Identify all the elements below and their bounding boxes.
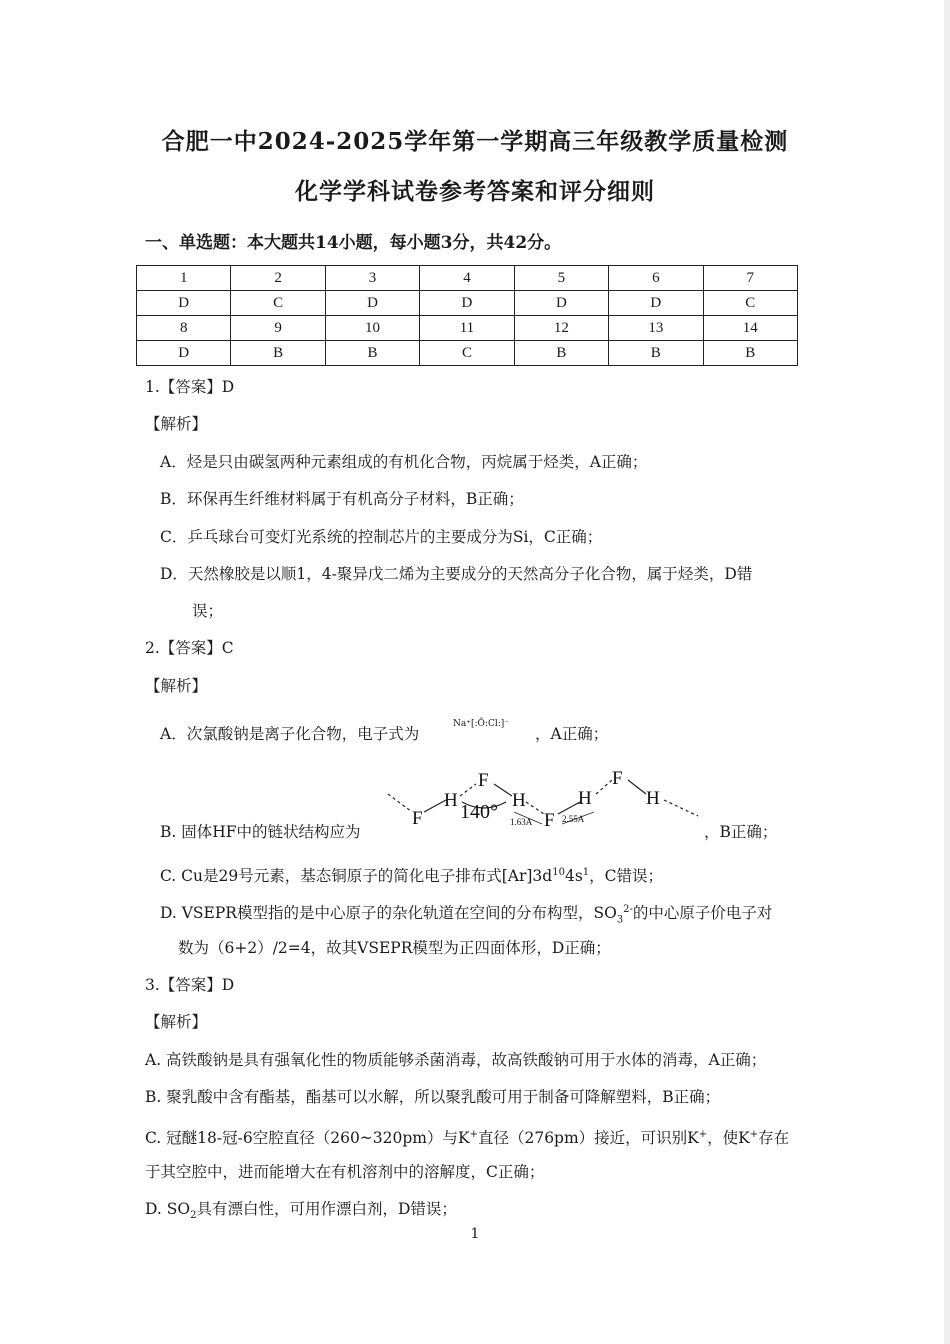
q3-c-sup: +: [698, 1129, 708, 1140]
covalent-bond-line: [494, 784, 512, 796]
hydrogen-bond-line: [526, 802, 544, 814]
table-cell: C: [231, 291, 325, 316]
table-cell: B: [231, 341, 325, 366]
q2-answer: 2.【答案】C: [145, 639, 234, 657]
table-cell: C: [420, 341, 514, 366]
covalent-bond-line: [628, 780, 646, 794]
hydrogen-bond-line: [664, 800, 698, 816]
title-line-2: 化学学科试卷参考答案和评分细则: [295, 178, 655, 205]
q3-c-text: 直径（276pm）接近，可识别K: [477, 1129, 699, 1148]
q2-c-text: ，C错误；: [589, 867, 664, 886]
q2-d-text: 的中心原子价电子对: [632, 904, 773, 923]
table-cell: D: [137, 341, 231, 366]
section-heading: 一、单选题：本大题共14小题，每小题3分，共42分。: [145, 233, 562, 253]
q1-option-c: C．乒乓球台可变灯光系统的控制芯片的主要成分为Si，C正确；: [160, 528, 603, 546]
table-cell: 13: [609, 316, 703, 341]
table-cell: D: [325, 291, 419, 316]
table-cell: B: [703, 341, 797, 366]
table-cell: 3: [325, 266, 419, 291]
q1-option-b: B．环保再生纤维材料属于有机高分子材料，B正确；: [160, 490, 524, 508]
atom-label: F: [412, 808, 423, 829]
atom-label: F: [478, 770, 489, 791]
table-row: [137, 291, 798, 316]
table-cell: D: [609, 291, 703, 316]
q3-analysis-label: 【解析】: [145, 1013, 208, 1031]
q2-c-text: 4s: [564, 867, 583, 886]
table-row: [137, 266, 798, 291]
covalent-bond-line: [558, 802, 580, 814]
table-cell: 9: [231, 316, 325, 341]
table-cell: 5: [514, 266, 608, 291]
q2-d-sup: 2-: [623, 904, 633, 915]
hf-chain-diagram: [384, 764, 704, 836]
table-cell: C: [703, 291, 797, 316]
q2-c-sup: 10: [552, 867, 565, 878]
q3-c-sup: +: [469, 1129, 478, 1140]
table-cell: D: [514, 291, 608, 316]
title-line-1: 合肥一中2024-2025学年第一学期高三年级教学质量检测: [161, 128, 789, 155]
atom-label: F: [612, 768, 623, 789]
q1-option-d-cont: 误；: [192, 602, 224, 620]
table-cell: B: [514, 341, 608, 366]
q3-option-a: A. 高铁酸钠是具有强氧化性的物质能够杀菌消毒，故高铁酸钠可用于水体的消毒，A正确；: [145, 1051, 767, 1069]
q3-answer: 3.【答案】D: [145, 976, 235, 994]
table-cell: B: [609, 341, 703, 366]
hydrogen-bond-line: [460, 784, 476, 796]
q3-c-text: ，使K: [707, 1129, 750, 1148]
table-cell: 8: [137, 316, 231, 341]
atom-label: H: [646, 788, 660, 809]
q2-option-b-tail: ，B正确；: [704, 823, 778, 841]
atom-label: H: [512, 790, 526, 811]
answer-table: [136, 265, 798, 366]
bond-length-label: 1.63A: [510, 817, 533, 827]
q1-answer: 1.【答案】D: [145, 378, 235, 396]
table-cell: 12: [514, 316, 608, 341]
q3-d-text: 具有漂白性，可用作漂白剂，D错误；: [196, 1200, 457, 1218]
table-cell: D: [420, 291, 514, 316]
page-number: 1: [470, 1226, 480, 1242]
table-cell: 7: [703, 266, 797, 291]
q3-d-sub: 2: [190, 1210, 197, 1222]
atom-label: H: [444, 790, 458, 811]
q2-option-a-text: A．次氯酸钠是离子化合物，电子式为: [160, 725, 420, 743]
table-cell: B: [325, 341, 419, 366]
q3-d-text: D. SO: [145, 1200, 191, 1218]
q3-option-c: [145, 1125, 789, 1148]
q3-option-d: [145, 1199, 457, 1226]
table-row: [137, 316, 798, 341]
q1-option-d: D．天然橡胶是以顺1，4-聚异戊二烯为主要成分的天然高分子化合物，属于烃类，D错: [160, 565, 753, 583]
electron-formula: Na⁺[:Ö:Cl:]⁻: [453, 719, 510, 729]
table-cell: D: [137, 291, 231, 316]
q3-c-text: 存在: [758, 1129, 790, 1148]
table-cell: 2: [231, 266, 325, 291]
q2-option-b: B. 固体HF中的链状结构应为: [160, 823, 361, 841]
q2-d-text: D. VSEPR模型指的是中心原子的杂化轨道在空间的分布构型，SO: [160, 904, 617, 923]
bond-angle-label: 140°: [460, 801, 498, 823]
table-cell: 14: [703, 316, 797, 341]
q3-c-text: C. 冠醚18-冠-6空腔直径（260~320pm）与K: [145, 1129, 470, 1148]
q2-analysis-label: 【解析】: [145, 677, 208, 695]
q2-option-a-tail: ，A正确；: [535, 725, 609, 743]
covalent-bond-line: [424, 800, 446, 812]
table-cell: 1: [137, 266, 231, 291]
table-cell: 4: [420, 266, 514, 291]
atom-label: F: [544, 810, 555, 831]
q3-option-b: B. 聚乳酸中含有酯基，酯基可以水解，所以聚乳酸可用于制备可降解塑料，B正确；: [145, 1088, 721, 1106]
atom-label: H: [578, 788, 592, 809]
page-edge-shadow: [944, 0, 950, 1344]
hydrogen-bond-line: [388, 794, 412, 812]
q3-c-sup: +: [749, 1129, 759, 1140]
table-cell: 11: [420, 316, 514, 341]
q1-option-a: A．烃是只由碳氢两种元素组成的有机化合物，丙烷属于烃类，A正确；: [160, 453, 648, 471]
q2-option-a: [160, 724, 419, 744]
hydrogen-bond-line: [596, 780, 612, 794]
q3-option-c-cont: 于其空腔中，进而能增大在有机溶剂中的溶解度，C正确；: [145, 1163, 545, 1181]
bond-length-label: 2.55A: [562, 814, 585, 824]
q2-c-sup: 1: [582, 867, 590, 878]
table-cell: 10: [325, 316, 419, 341]
q2-option-d: [160, 900, 772, 930]
q2-d-sub: 3: [616, 914, 624, 926]
q2-option-d-cont: 数为（6+2）/2=4，故其VSEPR模型为正四面体形，D正确；: [178, 939, 611, 957]
q2-c-text: C. Cu是29号元素，基态铜原子的简化电子排布式[Ar]3d: [160, 867, 553, 886]
q1-analysis-label: 【解析】: [145, 415, 208, 433]
q2-option-c: [160, 863, 663, 886]
table-cell: 6: [609, 266, 703, 291]
table-row: [137, 341, 798, 366]
